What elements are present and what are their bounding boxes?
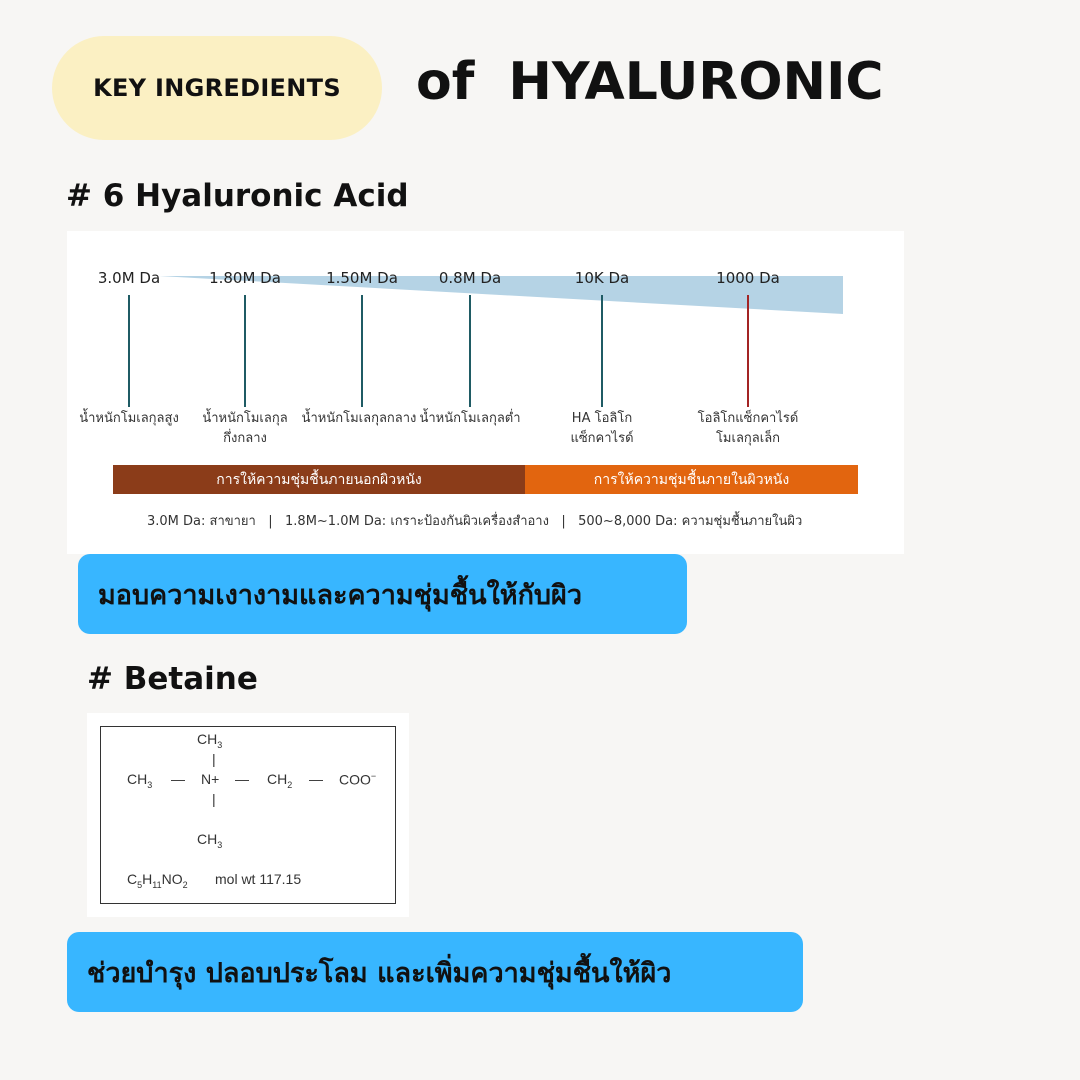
hyaluronic-heading: # 6 Hyaluronic Acid (66, 178, 409, 214)
title-main: HYALURONIC (508, 52, 884, 112)
weight-description (570, 409, 633, 449)
description-line: โอลิโกแซ็กคาไรด์ (697, 411, 799, 426)
weight-description (79, 409, 179, 429)
weight-description (419, 409, 520, 429)
weight-description (202, 409, 287, 449)
description-line: น้ำหนักโมเลกุล (202, 411, 288, 426)
title-of: of (416, 52, 475, 112)
betaine-heading: # Betaine (87, 661, 258, 697)
weight-description (698, 409, 799, 449)
betaine-structure-card (87, 713, 409, 917)
outer-moisture-label: การให้ความชุ่มชื้นภายนอกผิวหนัง (216, 471, 422, 488)
betaine-benefit-text: ช่วยบำรุง ปลอบประโลม และเพิ่มความชุ่มชื้นให้ผิว (87, 957, 672, 989)
methylene: $CH_2$ (267, 771, 293, 790)
weight-description (302, 409, 417, 429)
description-line: แซ็กคาไรด์ (570, 431, 634, 446)
weight-label: 0.8M Da (438, 269, 502, 287)
weight-label: 1.50M Da (326, 269, 398, 287)
pill-label: KEY INGREDIENTS (93, 74, 341, 102)
inner-moisture-bar (525, 465, 858, 494)
weight-label: 1.80M Da (209, 269, 281, 287)
bond: — (235, 771, 249, 787)
description-line: HA โอลิโก (571, 411, 633, 426)
chart-footnote: 3.0M Da: สาขายา | 1.8M~1.0M Da: เกราะป้องกันผิวเครื่องสำอาง | 500~8,000 Da: ความชุ่มชื้นภายในผิว (147, 514, 803, 529)
molecular-formula: $C_5H_{11}NO_2$ (127, 871, 188, 890)
weight-label: 1000 Da (716, 269, 780, 287)
key-ingredients-pill (52, 36, 382, 140)
weight-label: 3.0M Da (97, 269, 161, 287)
weight-label: 10K Da (574, 269, 630, 287)
outer-moisture-bar (113, 465, 525, 494)
page-title (416, 52, 884, 112)
description-line: น้ำหนักโมเลกุลสูง (79, 411, 179, 426)
description-line: น้ำหนักโมเลกุลต่ำ (419, 411, 521, 426)
description-line: น้ำหนักโมเลกุลกลาง (301, 411, 417, 426)
betaine-benefit-callout (67, 932, 803, 1012)
bond-vertical: | (212, 791, 216, 807)
hyaluronic-benefit-callout (78, 554, 687, 634)
hyaluronic-benefit-text: มอบความเงางามและความชุ่มชื้นให้กับผิว (98, 579, 583, 611)
molecular-weight: mol wt 117.15 (215, 871, 302, 887)
nitrogen-center: N+ (201, 771, 220, 787)
bond-vertical: | (212, 751, 216, 767)
left-methyl: $CH_3$ (127, 771, 153, 790)
bottom-methyl: $CH_3$ (197, 831, 223, 850)
inner-moisture-label: การให้ความชุ่มชื้นภายในผิวหนัง (593, 471, 790, 488)
bond: — (309, 771, 323, 787)
description-line: โมเลกุลเล็ก (715, 431, 781, 446)
molecular-weight-chart (67, 231, 904, 554)
carboxylate: COO− (339, 771, 377, 788)
top-methyl: $CH_3$ (197, 731, 223, 750)
bond: — (171, 771, 185, 787)
description-line: กึ่งกลาง (223, 431, 267, 446)
